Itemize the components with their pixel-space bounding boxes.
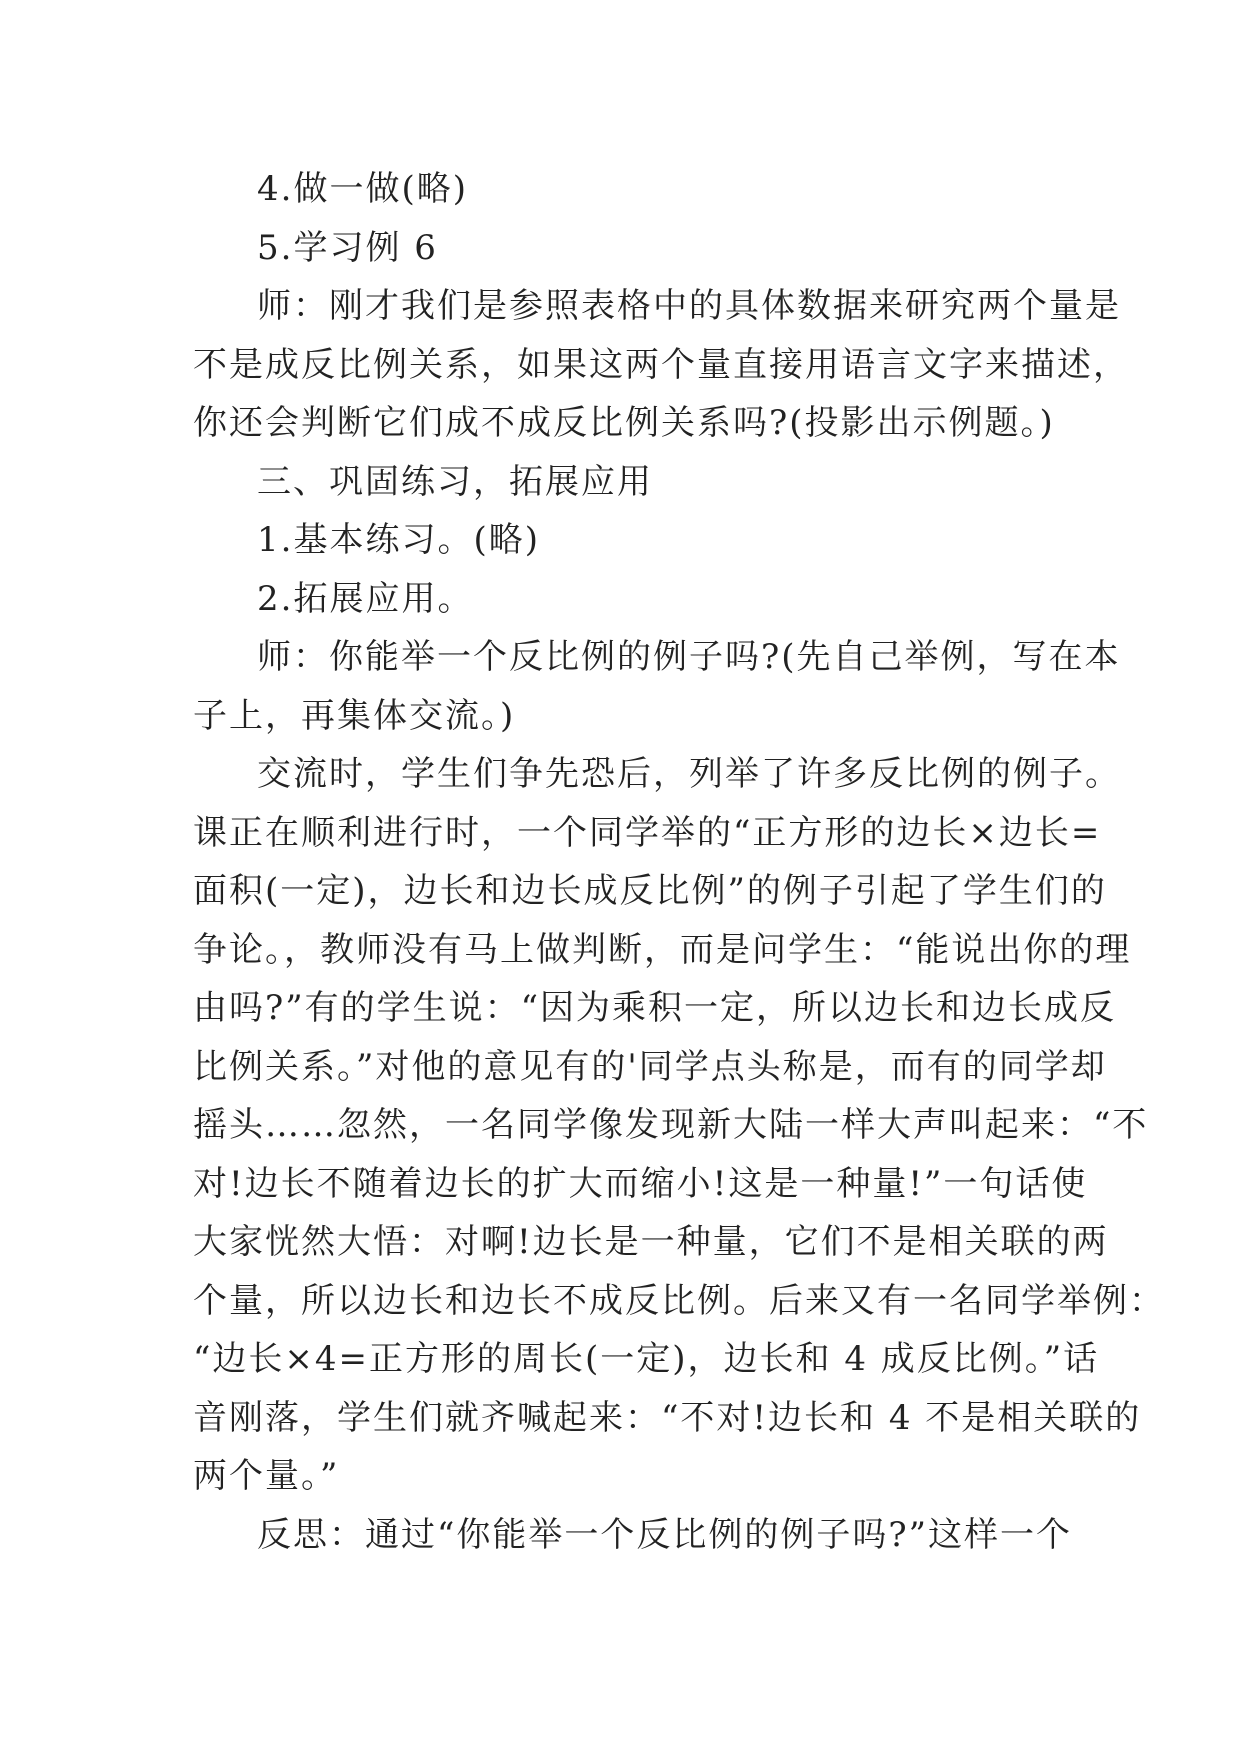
- text-line: 4.做一做(略): [257, 169, 468, 209]
- text-line: “边长×4=正方形的周长(一定)，边长和 4 成反比例。”话: [193, 1339, 1100, 1379]
- text-line: 不是成反比例关系，如果这两个量直接用语言文字来描述，: [193, 344, 1129, 385]
- section-heading: 三、巩固练习，拓展应用: [257, 461, 653, 502]
- text-line: 面积(一定)，边长和边长成反比例”的例子引起了学生们的: [193, 871, 1107, 911]
- text-line: 课正在顺利进行时，一个同学举的“正方形的边长×边长=: [193, 812, 1102, 853]
- text-line: 比例关系。”对他的意见有的'同学点头称是，而有的同学却: [193, 1046, 1107, 1087]
- text-line: 由吗?”有的学生说：“因为乘积一定，所以边长和边长成反: [193, 988, 1116, 1028]
- text-line: 对!边长不随着边长的扩大而缩小!这是一种量!”一句话使: [193, 1163, 1088, 1204]
- text-line: 大家恍然大悟：对啊!边长是一种量，它们不是相关联的两: [193, 1222, 1109, 1262]
- text-line: 两个量。”: [193, 1456, 340, 1496]
- text-line: 1.基本练习。(略): [257, 520, 540, 560]
- document-body: [193, 160, 1165, 1564]
- text-line: 你还会判断它们成不成反比例关系吗?(投影出示例题。): [193, 403, 1055, 443]
- text-line: 师：刚才我们是参照表格中的具体数据来研究两个量是: [257, 286, 1121, 326]
- text-line: 师：你能举一个反比例的例子吗?(先自己举例，写在本: [257, 637, 1121, 677]
- text-line: 音刚落，学生们就齐喊起来：“不对!边长和 4 不是相关联的: [193, 1397, 1142, 1438]
- text-line: 个量，所以边长和边长不成反比例。后来又有一名同学举例：: [193, 1280, 1165, 1321]
- text-line: 反思：通过“你能举一个反比例的例子吗?”这样一个: [257, 1514, 1072, 1555]
- text-line: 交流时，学生们争先恐后，列举了许多反比例的例子。: [257, 754, 1121, 794]
- text-line: 摇头……忽然，一名同学像发现新大陆一样大声叫起来：“不: [193, 1105, 1149, 1145]
- text-line: 争论。，教师没有马上做判断，而是问学生：“能说出你的理: [193, 929, 1132, 970]
- text-line: 子上，再集体交流。): [193, 695, 516, 736]
- text-line: 2.拓展应用。: [257, 578, 474, 619]
- text-line: 5.学习例 6: [257, 227, 438, 268]
